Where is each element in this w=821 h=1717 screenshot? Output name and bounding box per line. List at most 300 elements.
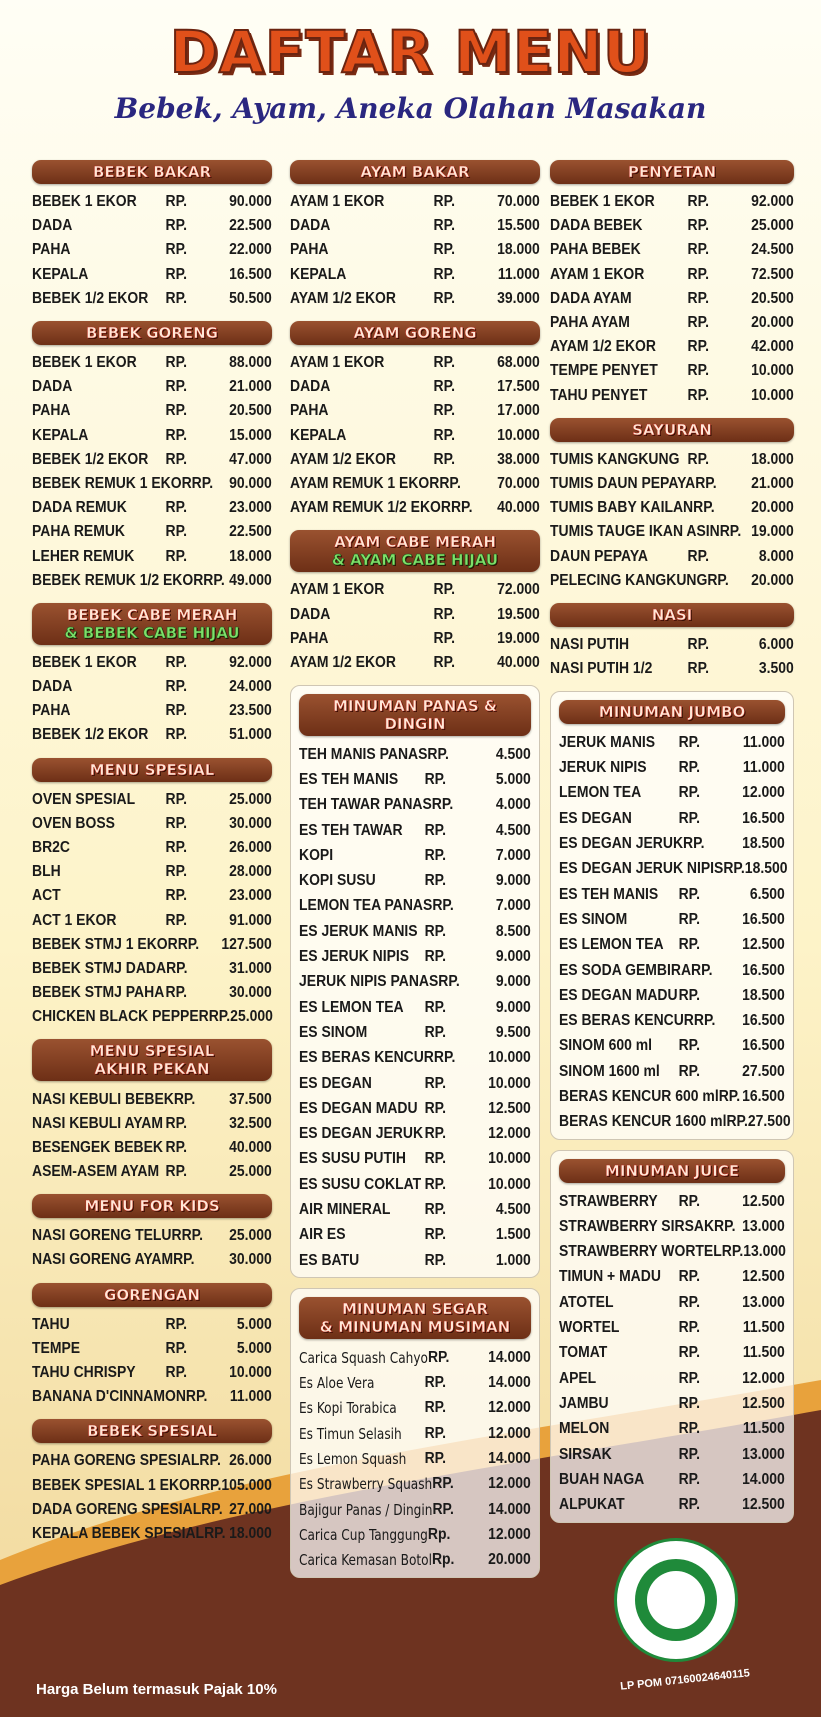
menu-item: [32, 836, 272, 860]
item-name: ACT 1 EKOR: [32, 911, 117, 929]
item-name: WORTEL: [559, 1319, 620, 1337]
menu-item: [32, 723, 272, 747]
menu-item: [32, 448, 272, 472]
item-name: ES DEGAN JERUK: [559, 835, 684, 853]
menu-item: [299, 1020, 531, 1045]
menu-item: [299, 970, 531, 995]
item-price: 6.500: [749, 885, 785, 903]
item-name: ES DEGAN JERUK: [299, 1125, 424, 1143]
item-currency: RP.: [165, 887, 188, 905]
menu-item: [32, 263, 272, 287]
item-name: BEBEK 1 EKOR: [550, 193, 655, 211]
item-price: 19.000: [751, 523, 794, 541]
menu-item: [299, 995, 531, 1020]
menu-item: [299, 1421, 531, 1446]
menu-item: [559, 933, 785, 958]
item-name: DADA GORENG SPESIAL: [32, 1500, 202, 1518]
menu-column-right: [550, 156, 794, 1533]
item-name: ES SODA GEMBIRA: [559, 961, 692, 979]
menu-item: [32, 884, 272, 908]
section-banner: [290, 530, 540, 572]
item-name: TUMIS KANGKUNG: [550, 450, 680, 468]
item-price: 25.000: [229, 1163, 272, 1181]
item-name: DADA: [290, 605, 331, 623]
item-currency: RP.: [181, 1227, 204, 1245]
item-name: AYAM 1/2 EKOR: [550, 338, 656, 356]
item-price: 18.000: [751, 450, 794, 468]
item-currency: RP.: [165, 984, 188, 1002]
item-currency: RP.: [433, 378, 456, 396]
item-currency: RP.: [424, 1251, 447, 1269]
menu-item: [559, 730, 785, 755]
item-currency: RP.: [678, 1470, 701, 1488]
item-price: 16.500: [742, 1087, 785, 1105]
item-price: 8.000: [758, 547, 794, 565]
item-price: 20.000: [751, 571, 794, 589]
item-name: TUMIS TAUGE IKAN ASIN: [550, 523, 720, 541]
item-currency: RP.: [165, 289, 188, 307]
item-currency: RP.: [678, 759, 701, 777]
item-currency: RP.: [165, 378, 188, 396]
menu-item: [299, 767, 531, 792]
tax-note: Harga Belum termasuk Pajak 10%: [36, 1681, 277, 1698]
item-currency: RP.: [678, 1420, 701, 1438]
item-price: 9.500: [495, 1023, 531, 1041]
section-title: AYAM GORENG: [353, 323, 477, 342]
item-price: 20.000: [751, 499, 794, 517]
item-name: NASI PUTIH: [550, 635, 630, 653]
item-name: TUMIS DAUN PEPAYA: [550, 474, 696, 492]
menu-item: [559, 806, 785, 831]
item-name: TEH TAWAR PANAS: [299, 796, 432, 814]
item-name: LEMON TEA PANAS: [299, 897, 433, 915]
item-name: AYAM 1/2 EKOR: [290, 450, 396, 468]
item-currency: RP.: [204, 1524, 226, 1542]
item-price: 70.000: [497, 193, 540, 211]
item-name: TIMUN + MADU: [559, 1268, 661, 1286]
item-currency: RP.: [424, 1374, 447, 1392]
item-price: 88.000: [229, 354, 272, 372]
item-name: KEPALA: [32, 426, 89, 444]
section-banner: [32, 1039, 272, 1081]
menu-section: [290, 160, 540, 311]
item-name: JERUK NIPIS PANAS: [299, 973, 439, 991]
item-name: KOPI SUSU: [299, 872, 376, 890]
item-name: PELECING KANGKUNG: [550, 571, 708, 589]
item-price: 1.000: [495, 1251, 531, 1269]
item-currency: RP.: [201, 1500, 223, 1518]
item-name: OVEN SPESIAL: [32, 790, 136, 808]
item-name: DADA: [290, 217, 331, 235]
menu-section: [32, 160, 272, 311]
item-currency: RP.: [165, 814, 188, 832]
item-name: AIR ES: [299, 1226, 346, 1244]
menu-item: [32, 1474, 272, 1498]
item-currency: RP.: [165, 241, 188, 259]
menu-item: [32, 496, 272, 520]
item-price: 13.000: [742, 1293, 785, 1311]
item-name: DADA: [32, 217, 73, 235]
section-banner: [550, 418, 794, 442]
menu-section: [32, 1039, 272, 1184]
item-name: AIR MINERAL: [299, 1200, 391, 1218]
page-title: DAFTAR MENU: [169, 18, 652, 86]
item-price: 9.000: [495, 948, 531, 966]
item-name: DADA AYAM: [550, 289, 632, 307]
item-currency: RP.: [199, 1452, 221, 1470]
item-currency: RP.: [718, 1087, 741, 1105]
item-price: 23.000: [229, 887, 272, 905]
menu-item: [559, 1391, 785, 1416]
item-currency: RP.: [165, 426, 188, 444]
item-currency: RP.: [439, 474, 461, 492]
item-name: ES JERUK MANIS: [299, 922, 418, 940]
item-currency: RP.: [678, 1496, 701, 1514]
menu-column-left: [32, 156, 272, 1556]
item-price: 14.000: [488, 1500, 531, 1518]
menu-item: [550, 657, 794, 681]
menu-item: [550, 359, 794, 383]
item-price: 12.500: [742, 1192, 785, 1210]
menu-item: [550, 633, 794, 657]
item-price: 10.000: [751, 362, 794, 380]
item-price: 14.000: [742, 1470, 785, 1488]
item-price: 39.000: [497, 289, 540, 307]
item-price: 14.000: [488, 1348, 531, 1366]
item-currency: RP.: [723, 860, 745, 878]
menu-item: [32, 520, 272, 544]
item-name: ES BATU: [299, 1251, 360, 1269]
item-name: NASI KEBULI AYAM: [32, 1114, 164, 1132]
menu-item: [559, 1315, 785, 1340]
menu-item: [32, 981, 272, 1005]
item-price: 25.000: [229, 790, 272, 808]
menu-item: [299, 1497, 531, 1522]
item-name: ES DEGAN MADU: [559, 986, 678, 1004]
item-currency: RP.: [424, 1424, 447, 1442]
item-name: ES SINOM: [299, 1023, 368, 1041]
item-name: BESENGEK BEBEK: [32, 1138, 164, 1156]
menu-item: [299, 1472, 531, 1497]
item-price: 10.000: [488, 1150, 531, 1168]
item-currency: RP.: [678, 1268, 701, 1286]
item-currency: RP.: [424, 1226, 447, 1244]
menu-item: [559, 882, 785, 907]
item-currency: RP.: [424, 1399, 447, 1417]
menu-item: [290, 190, 540, 214]
item-name: NASI PUTIH 1/2: [550, 660, 653, 678]
item-currency: RP.: [687, 450, 710, 468]
menu-item: [32, 375, 272, 399]
item-currency: RP.: [678, 1319, 701, 1337]
item-currency: RP.: [165, 547, 188, 565]
item-name: LEHER REMUK: [32, 547, 135, 565]
item-currency: RP.: [424, 922, 447, 940]
item-currency: RP.: [165, 790, 188, 808]
item-currency: RP.: [185, 1388, 208, 1406]
menu-item: [299, 894, 531, 919]
item-name: TUMIS BABY KAILAN: [550, 499, 694, 517]
item-price: 32.500: [229, 1114, 272, 1132]
item-price: 12.000: [488, 1525, 531, 1543]
section-title: BEBEK BAKAR: [92, 163, 212, 181]
item-price: 38.000: [497, 450, 540, 468]
item-currency: RP.: [165, 523, 188, 541]
item-price: 90.000: [229, 193, 272, 211]
item-currency: RP.: [424, 1450, 447, 1468]
item-price: 11.000: [742, 733, 785, 751]
menu-item: [32, 351, 272, 375]
item-price: 105.000: [221, 1476, 272, 1494]
section-banner: [32, 160, 272, 184]
item-price: 5.000: [495, 770, 531, 788]
menu-item: [299, 843, 531, 868]
item-currency: RP.: [165, 653, 188, 671]
item-price: 10.000: [751, 386, 794, 404]
section-title: & AYAM CABE HIJAU: [331, 551, 499, 570]
item-price: 13.000: [742, 1445, 785, 1463]
item-price: 10.000: [497, 426, 540, 444]
item-price: 92.000: [229, 653, 272, 671]
section-title: AYAM BAKAR: [360, 163, 470, 181]
item-name: PAHA REMUK: [32, 523, 126, 541]
item-price: 6.000: [758, 635, 794, 653]
item-currency: RP.: [687, 217, 710, 235]
menu-column-middle: [290, 156, 540, 1588]
menu-item: [550, 384, 794, 408]
item-price: 12.000: [742, 1369, 785, 1387]
item-name: NASI GORENG TELUR: [32, 1227, 182, 1245]
item-price: 24.500: [751, 241, 794, 259]
menu-item: [559, 1189, 785, 1214]
menu-item: [32, 909, 272, 933]
menu-item: [299, 1172, 531, 1197]
menu-item: [290, 263, 540, 287]
menu-item: [299, 1446, 531, 1471]
item-price: 4.500: [495, 1200, 531, 1218]
item-name: ALPUKAT: [559, 1496, 625, 1514]
item-currency: RP.: [433, 581, 456, 599]
item-currency: RP.: [166, 959, 188, 977]
item-name: BEBEK STMJ DADA: [32, 959, 167, 977]
item-name: BEBEK 1/2 EKOR: [32, 289, 149, 307]
menu-item: [299, 919, 531, 944]
menu-item: [559, 983, 785, 1008]
item-currency: RP.: [687, 241, 710, 259]
item-currency: RP.: [424, 948, 447, 966]
item-name: ES LEMON TEA: [299, 998, 404, 1016]
menu-item: [299, 1197, 531, 1222]
section-title: BEBEK SPESIAL: [87, 1422, 217, 1441]
menu-item: [32, 1087, 272, 1111]
item-name: PAHA: [32, 702, 71, 720]
menu-item: [32, 812, 272, 836]
item-currency: RP.: [687, 314, 710, 332]
item-currency: RP.: [165, 726, 188, 744]
item-name: PAHA: [290, 629, 329, 647]
item-currency: RP.: [424, 998, 447, 1016]
menu-item: [550, 335, 794, 359]
item-currency: RP.: [424, 770, 447, 788]
menu-item: [290, 602, 540, 626]
item-currency: RP.: [438, 973, 460, 991]
menu-item: [290, 424, 540, 448]
item-price: 26.000: [229, 839, 272, 857]
item-name: ES BERAS KENCUR: [299, 1049, 434, 1067]
item-price: 17.000: [497, 402, 540, 420]
menu-item: [290, 214, 540, 238]
item-name: DADA BEBEK: [550, 217, 643, 235]
item-name: APEL: [559, 1369, 597, 1387]
menu-item: [32, 1337, 272, 1361]
menu-item: [559, 907, 785, 932]
item-price: 16.500: [742, 1012, 785, 1030]
menu-item: [299, 793, 531, 818]
item-price: 11.500: [742, 1344, 785, 1362]
menu-item: [32, 1522, 272, 1546]
item-price: 16.500: [742, 809, 785, 827]
menu-item: [550, 263, 794, 287]
item-name: Es Strawberry Squash: [299, 1475, 433, 1494]
item-currency: RP.: [432, 897, 454, 915]
item-price: 10.000: [488, 1074, 531, 1092]
item-currency: RP.: [165, 1339, 188, 1357]
item-name: BEBEK 1 EKOR: [32, 354, 137, 372]
menu-item: [32, 957, 272, 981]
item-price: 70.000: [497, 474, 540, 492]
menu-item: [550, 448, 794, 472]
item-price: 9.000: [495, 998, 531, 1016]
item-currency: RP.: [165, 1364, 188, 1382]
item-name: PAHA: [290, 241, 329, 259]
item-currency: RP.: [165, 1138, 188, 1156]
menu-item: [32, 1160, 272, 1184]
item-name: JERUK NIPIS: [559, 759, 647, 777]
menu-item: [559, 1059, 785, 1084]
menu-item: [559, 1290, 785, 1315]
menu-item: [559, 1008, 785, 1033]
item-price: 7.000: [495, 846, 531, 864]
item-currency: RP.: [687, 289, 710, 307]
menu-item: [299, 1548, 531, 1573]
item-currency: RP.: [165, 354, 188, 372]
item-price: 3.500: [758, 660, 794, 678]
item-price: 18.500: [742, 835, 785, 853]
item-price: 11.000: [229, 1388, 272, 1406]
menu-section: [32, 1283, 272, 1410]
item-currency: RP.: [687, 635, 710, 653]
item-price: 21.000: [229, 378, 272, 396]
section-banner: [32, 758, 272, 782]
menu-item: [32, 1313, 272, 1337]
item-price: 50.500: [229, 289, 272, 307]
item-price: 20.500: [229, 402, 272, 420]
section-banner: [299, 694, 531, 736]
item-currency: RP.: [678, 1369, 701, 1387]
item-price: 12.500: [742, 1268, 785, 1286]
item-price: 40.000: [497, 653, 540, 671]
item-name: TEMPE PENYET: [550, 362, 658, 380]
menu-item: [299, 1096, 531, 1121]
item-price: 27.500: [742, 1062, 785, 1080]
item-name: SINOM 600 ml: [559, 1037, 653, 1055]
item-price: 92.000: [751, 193, 794, 211]
item-name: KEPALA BEBEK SPESIAL: [32, 1524, 205, 1542]
item-currency: RP.: [450, 499, 473, 517]
item-currency: RP.: [726, 1113, 748, 1131]
menu-item: [32, 544, 272, 568]
item-name: KEPALA: [290, 265, 347, 283]
item-price: 8.500: [495, 922, 531, 940]
item-price: 47.000: [229, 450, 272, 468]
item-currency: RP.: [678, 1344, 701, 1362]
item-price: 24.000: [229, 678, 272, 696]
item-name: ES SINOM: [559, 910, 628, 928]
item-price: 12.000: [488, 1399, 531, 1417]
item-name: BEBEK 1/2 EKOR: [32, 450, 149, 468]
item-name: KOPI: [299, 846, 334, 864]
item-currency: RP.: [678, 733, 701, 751]
menu-item: [290, 287, 540, 311]
menu-item: [550, 238, 794, 262]
item-currency: RP.: [678, 1037, 701, 1055]
item-currency: RP.: [165, 911, 188, 929]
item-price: 16.500: [742, 1037, 785, 1055]
section-banner: [299, 1297, 531, 1339]
menu-section: [550, 418, 794, 593]
item-currency: RP.: [693, 499, 715, 517]
item-price: 11.500: [742, 1319, 785, 1337]
menu-item: [32, 1224, 272, 1248]
menu-item: [550, 311, 794, 335]
item-price: 11.000: [497, 265, 540, 283]
menu-item: [32, 190, 272, 214]
item-price: 25.000: [751, 217, 794, 235]
item-name: NASI GORENG AYAM: [32, 1251, 174, 1269]
menu-item: [559, 1214, 785, 1239]
menu-section: [550, 691, 794, 1140]
menu-item: [32, 933, 272, 957]
section-title: MINUMAN PANAS & DINGIN: [332, 697, 498, 733]
item-price: 49.000: [229, 571, 272, 589]
menu-item: [299, 742, 531, 767]
menu-section: [32, 1194, 272, 1272]
item-price: 18.500: [742, 986, 785, 1004]
section-title: & BEBEK CABE HIJAU: [64, 623, 240, 642]
item-name: BEBEK 1 EKOR: [32, 653, 137, 671]
item-name: ES JERUK NIPIS: [299, 948, 410, 966]
menu-section: [550, 603, 794, 681]
item-currency: RP.: [433, 426, 456, 444]
menu-item: [32, 788, 272, 812]
section-title: BEBEK CABE MERAH: [66, 605, 238, 624]
section-title: BEBEK GORENG: [86, 323, 218, 342]
section-title: NASI: [651, 605, 693, 624]
item-name: NASI KEBULI BEBEK: [32, 1090, 174, 1108]
item-currency: RP.: [691, 961, 713, 979]
item-name: AYAM 1 EKOR: [290, 193, 385, 211]
menu-item: [32, 399, 272, 423]
item-currency: RP.: [165, 499, 188, 517]
item-price: 15.000: [229, 426, 272, 444]
item-price: 30.000: [229, 984, 272, 1002]
item-currency: RP.: [693, 1012, 716, 1030]
item-name: PAHA: [32, 241, 71, 259]
item-name: AYAM 1 EKOR: [290, 354, 385, 372]
item-currency: RP.: [199, 1476, 222, 1494]
item-price: 18.000: [229, 1524, 272, 1542]
item-name: BLH: [32, 863, 61, 881]
